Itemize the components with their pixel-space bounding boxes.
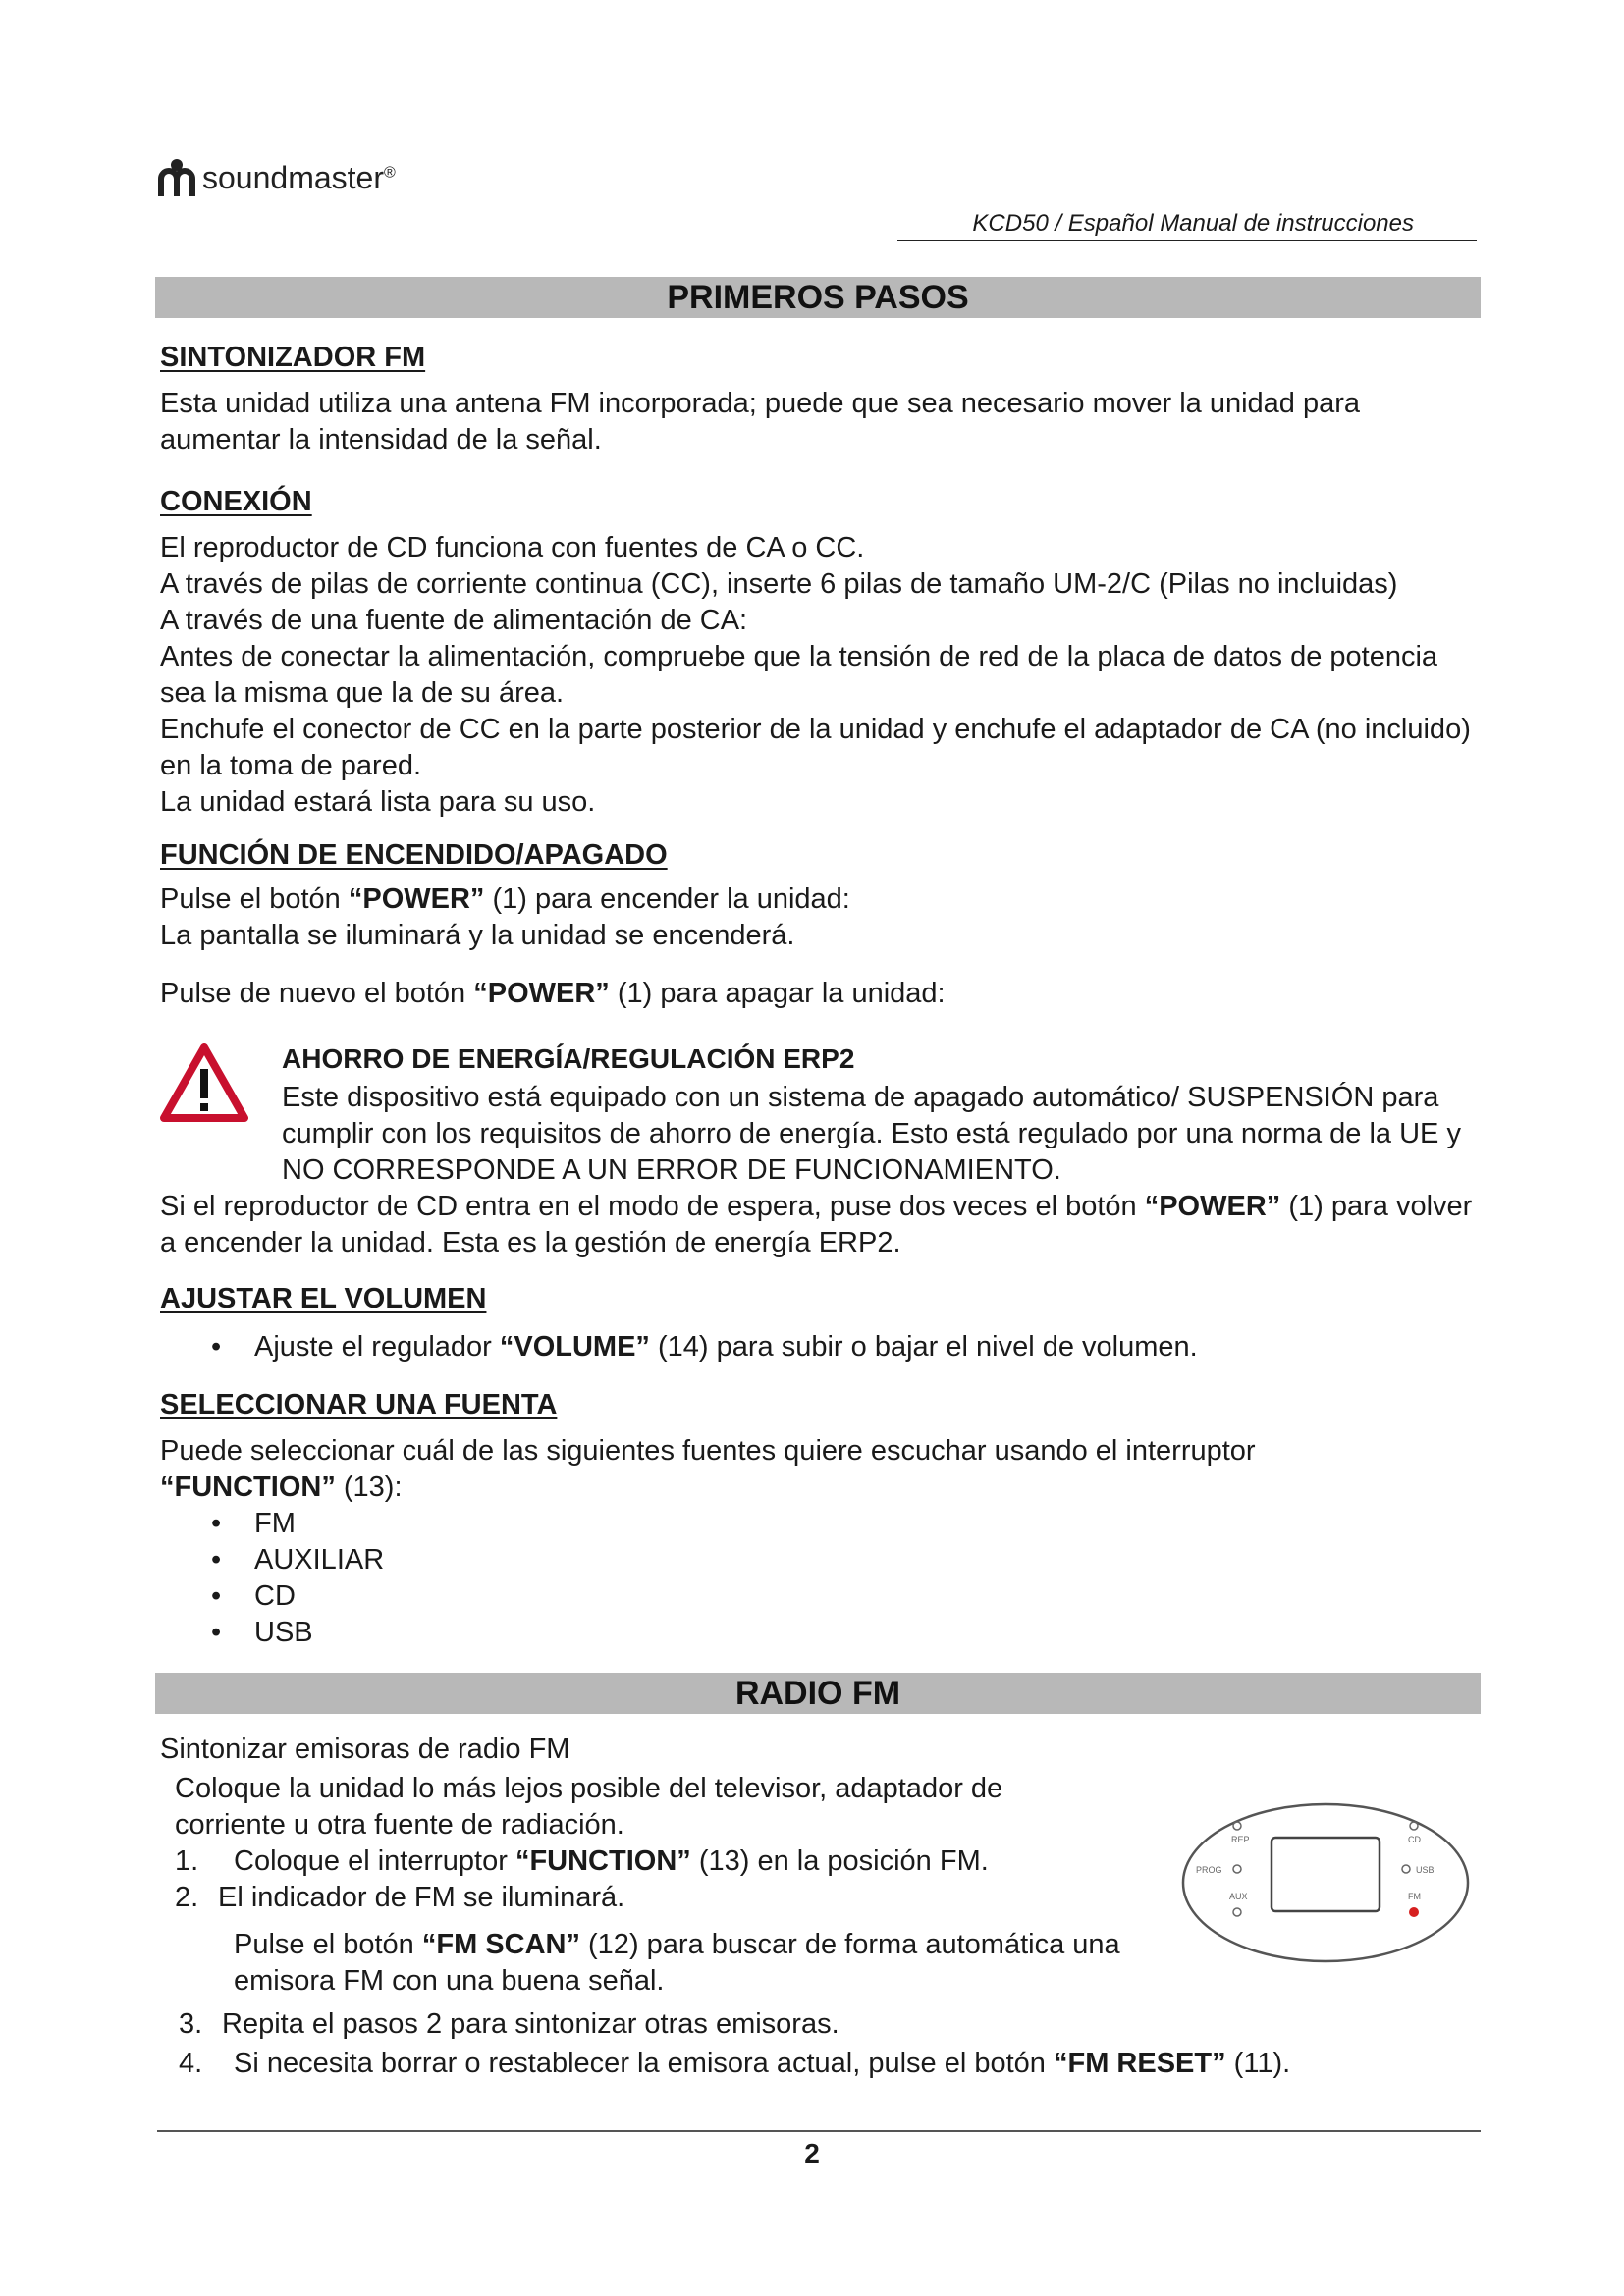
label-fm: FM [1408, 1892, 1421, 1901]
heading-volumen: AJUSTAR EL VOLUMEN [160, 1283, 487, 1314]
conexion-line: Antes de conectar la alimentación, compruebe que la tensión de red de la placa de datos de potencia sea la misma que la de su área. [160, 641, 1438, 709]
page-number: 2 [804, 2138, 820, 2168]
soundmaster-logo-icon [157, 157, 196, 198]
brand-name: soundmaster® [202, 159, 396, 195]
conexion-line: El reproductor de CD funciona con fuentes de CA o CC. [160, 532, 865, 563]
section-bar-primeros-pasos: PRIMEROS PASOS [155, 277, 1481, 318]
footer-divider [157, 2130, 1481, 2132]
fuente-list [211, 1506, 384, 1651]
bullet-icon: • [211, 1580, 222, 1612]
label-aux: AUX [1229, 1892, 1248, 1901]
list-item: • CD [211, 1578, 384, 1615]
label-usb: USB [1416, 1865, 1435, 1875]
label-rep: REP [1231, 1835, 1250, 1844]
para-ahorro: Este dispositivo está equipado con un sistema de apagado automático/ SUSPENSIÓN para cumplir con los requisitos de ahorro de energía. Esto está regulado por una norma de la UE y NO CORRESPONDE A UN ERROR DE FUNCIONAMIENTO. [282, 1082, 1461, 1186]
list-item: • FM [211, 1506, 384, 1542]
encendido-block [160, 881, 1476, 1012]
encendido-line: Pulse de nuevo el botón “POWER” (1) para apagar la unidad: [160, 978, 946, 1009]
front-panel-display-illustration [1178, 1798, 1473, 1967]
step-2-scan: Pulse el botón “FM SCAN” (12) para buscar de forma automática una emisora FM con una buena señal. [234, 1929, 1120, 1997]
bullet-icon: • [211, 1617, 222, 1648]
radio-intro: Sintonizar emisoras de radio FM [160, 1734, 570, 1765]
conexion-line: A través de una fuente de alimentación de CA: [160, 605, 748, 636]
label-cd: CD [1408, 1835, 1421, 1844]
fuente-line: “FUNCTION” (13): [160, 1471, 403, 1503]
encendido-line: Pulse el botón “POWER” (1) para encender la unidad: [160, 883, 850, 915]
step-2: 2. El indicador de FM se iluminará. [175, 1882, 625, 1913]
warning-triangle-icon [160, 1043, 248, 1122]
step-1: 1. Coloque el interruptor “FUNCTION” (13) en la posición FM. [175, 1845, 989, 1877]
conexion-line: La unidad estará lista para su uso. [160, 786, 596, 818]
fuente-line: Puede seleccionar cuál de las siguientes fuentes quiere escuchar usando el interruptor [160, 1435, 1256, 1467]
conexion-line: Enchufe el conector de CC en la parte posterior de la unidad y enchufe el adaptador de CA (no incluido) en la toma de pared. [160, 714, 1471, 781]
document-title: KCD50 / Español Manual de instrucciones [897, 210, 1477, 241]
heading-sintonizador: SINTONIZADOR FM [160, 342, 426, 373]
heading-fuente: SELECCIONAR UNA FUENTA [160, 1389, 558, 1420]
fm-indicator-led [1409, 1907, 1419, 1917]
bullet-icon: • [211, 1508, 222, 1539]
list-item: • USB [211, 1615, 384, 1651]
lcd-screen [1272, 1838, 1380, 1911]
para-sintonizador: Esta unidad utiliza una antena FM incorporada; puede que sea necesario mover la unidad para aumentar la intensidad de la señal. [160, 388, 1361, 455]
list-item: • Ajuste el regulador “VOLUME” (14) para subir o bajar el nivel de volumen. [211, 1329, 1198, 1365]
radio-placement: Coloque la unidad lo más lejos posible del televisor, adaptador de corriente u otra fuente de radiación. [175, 1773, 1003, 1841]
brand-logo [157, 157, 396, 198]
bullet-icon: • [211, 1331, 222, 1362]
fuente-block [160, 1433, 1476, 1506]
section-bar-radio-fm: RADIO FM [155, 1673, 1481, 1714]
conexion-block [160, 530, 1476, 821]
step-4: 4. Si necesita borrar o restablecer la emisora actual, pulse el botón “FM RESET” (11). [179, 2048, 1291, 2079]
volumen-list [211, 1329, 1198, 1365]
conexion-line: A través de pilas de corriente continua (CC), inserte 6 pilas de tamaño UM-2/C (Pilas no incluidas) [160, 568, 1398, 600]
bullet-icon: • [211, 1544, 222, 1575]
list-item: • AUXILIAR [211, 1542, 384, 1578]
para-erp2: Si el reproductor de CD entra en el modo de espera, puse dos veces el botón “POWER” (1) para volver a encender la unidad. Esta es la gestión de energía ERP2. [160, 1191, 1473, 1258]
encendido-line: La pantalla se iluminará y la unidad se encenderá. [160, 920, 795, 951]
heading-ahorro: AHORRO DE ENERGÍA/REGULACIÓN ERP2 [282, 1043, 855, 1074]
heading-conexion: CONEXIÓN [160, 486, 312, 517]
step-3: 3. Repita el pasos 2 para sintonizar otras emisoras. [179, 2008, 839, 2040]
heading-encendido: FUNCIÓN DE ENCENDIDO/APAGADO [160, 839, 668, 871]
label-prog: PROG [1196, 1865, 1222, 1875]
